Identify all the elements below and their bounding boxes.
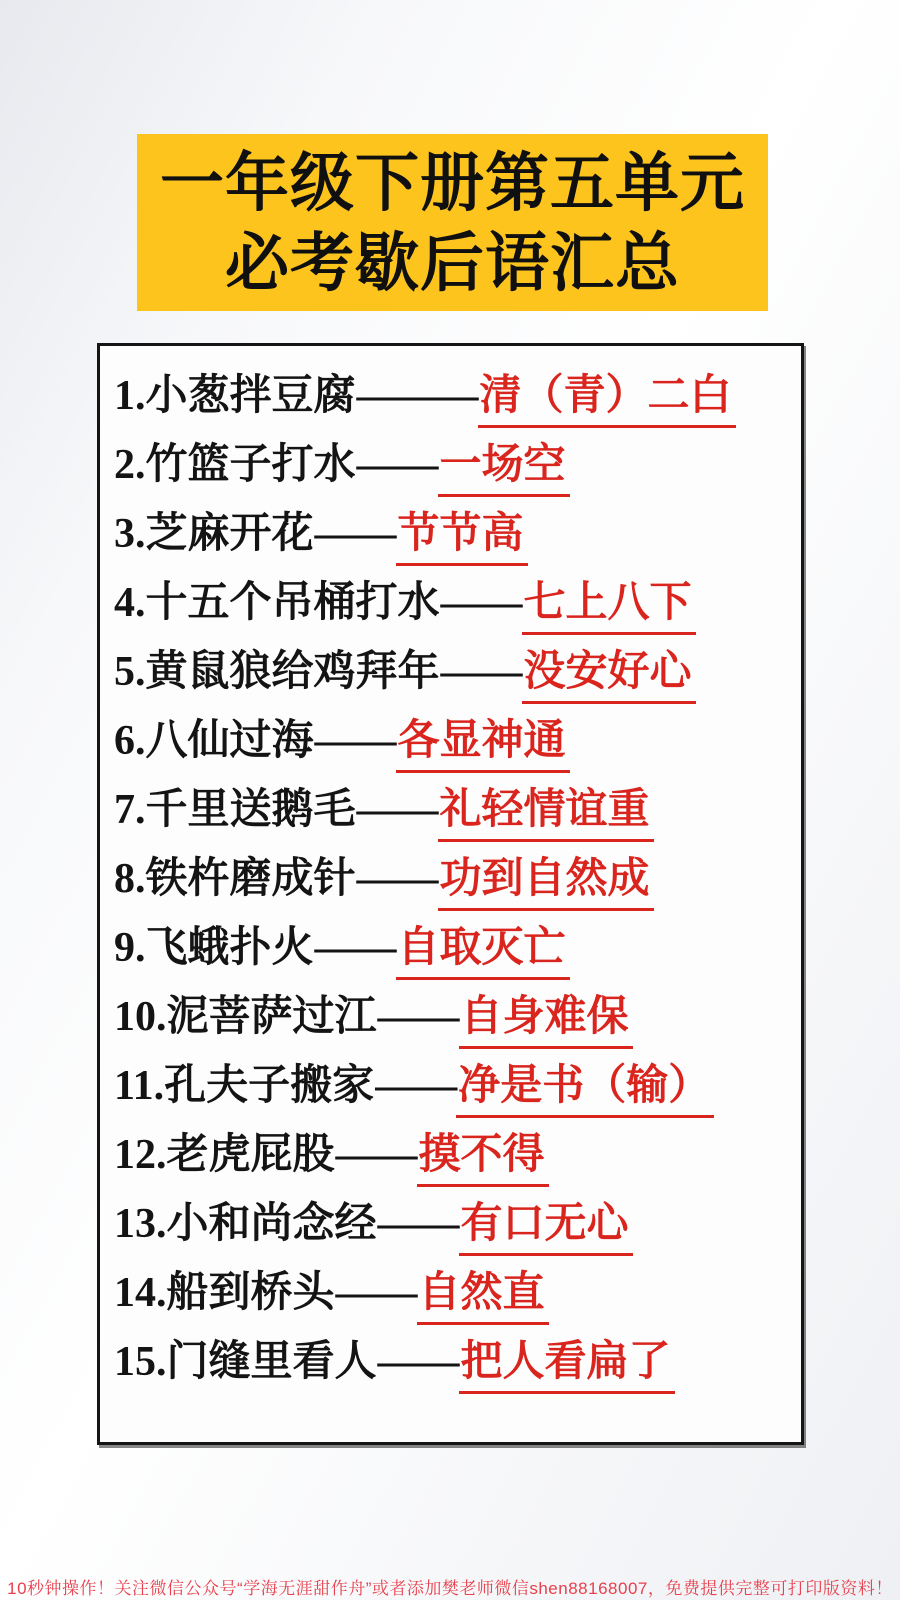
saying-answer: 净是书（输） bbox=[456, 1063, 714, 1118]
saying-answer: 没安好心 bbox=[522, 649, 696, 704]
list-item bbox=[114, 431, 795, 500]
dash-connector: —— bbox=[314, 925, 395, 971]
sayings-panel bbox=[97, 343, 804, 1445]
dash-connector: —— bbox=[335, 1132, 416, 1178]
list-item bbox=[114, 569, 795, 638]
saying-answer: 七上八下 bbox=[522, 580, 696, 635]
list-item bbox=[114, 1190, 795, 1259]
title-line-1: 一年级下册第五单元 bbox=[160, 146, 745, 219]
list-item bbox=[114, 500, 795, 569]
list-item bbox=[114, 914, 795, 983]
dash-connector: —— bbox=[356, 787, 437, 833]
saying-question: 10.泥菩萨过江 bbox=[114, 994, 377, 1040]
saying-question: 5.黄鼠狼给鸡拜年 bbox=[114, 649, 440, 695]
saying-answer: 一场空 bbox=[438, 442, 570, 497]
list-item bbox=[114, 845, 795, 914]
saying-answer: 把人看扁了 bbox=[459, 1339, 675, 1394]
saying-question: 6.八仙过海 bbox=[114, 718, 314, 764]
saying-answer: 摸不得 bbox=[417, 1132, 549, 1187]
dash-connector: —— bbox=[356, 442, 437, 488]
saying-answer: 有口无心 bbox=[459, 1201, 633, 1256]
saying-question: 8.铁杵磨成针 bbox=[114, 856, 356, 902]
saying-question: 4.十五个吊桶打水 bbox=[114, 580, 440, 626]
saying-question: 3.芝麻开花 bbox=[114, 511, 314, 557]
list-item bbox=[114, 1328, 795, 1397]
title-banner bbox=[137, 134, 768, 311]
saying-answer: 自然直 bbox=[417, 1270, 549, 1325]
list-item bbox=[114, 707, 795, 776]
dash-connector: —— bbox=[377, 1339, 458, 1385]
list-item bbox=[114, 362, 795, 431]
dash-connector: —— bbox=[440, 649, 521, 695]
saying-answer: 节节高 bbox=[396, 511, 528, 566]
list-item bbox=[114, 983, 795, 1052]
saying-answer: 礼轻情谊重 bbox=[438, 787, 654, 842]
saying-question: 9.飞蛾扑火 bbox=[114, 925, 314, 971]
dash-connector: ——— bbox=[356, 373, 477, 419]
dash-connector: —— bbox=[314, 718, 395, 764]
saying-answer: 自身难保 bbox=[459, 994, 633, 1049]
saying-answer: 清（青）二白 bbox=[478, 373, 736, 428]
saying-answer: 功到自然成 bbox=[438, 856, 654, 911]
dash-connector: —— bbox=[314, 511, 395, 557]
dash-connector: —— bbox=[377, 1201, 458, 1247]
saying-answer: 自取灭亡 bbox=[396, 925, 570, 980]
saying-question: 15.门缝里看人 bbox=[114, 1339, 377, 1385]
list-item bbox=[114, 638, 795, 707]
dash-connector: —— bbox=[335, 1270, 416, 1316]
dash-connector: —— bbox=[356, 856, 437, 902]
dash-connector: —— bbox=[375, 1063, 456, 1109]
saying-question: 2.竹篮子打水 bbox=[114, 442, 356, 488]
list-item bbox=[114, 1121, 795, 1190]
saying-answer: 各显神通 bbox=[396, 718, 570, 773]
dash-connector: —— bbox=[377, 994, 458, 1040]
saying-question: 11.孔夫子搬家 bbox=[114, 1063, 375, 1109]
saying-question: 13.小和尚念经 bbox=[114, 1201, 377, 1247]
list-item bbox=[114, 1259, 795, 1328]
saying-question: 1.小葱拌豆腐 bbox=[114, 373, 356, 419]
saying-question: 14.船到桥头 bbox=[114, 1270, 335, 1316]
title-line-2: 必考歇后语汇总 bbox=[225, 226, 680, 299]
saying-question: 7.千里送鹅毛 bbox=[114, 787, 356, 833]
saying-question: 12.老虎屁股 bbox=[114, 1132, 335, 1178]
promo-footer-text: 10秒钟操作！关注微信公众号“学海无涯甜作舟”或者添加樊老师微信shen88168007，免费提供完整可打印版资料！ bbox=[7, 1579, 893, 1598]
list-item bbox=[114, 776, 795, 845]
dash-connector: —— bbox=[440, 580, 521, 626]
list-item bbox=[114, 1052, 795, 1121]
